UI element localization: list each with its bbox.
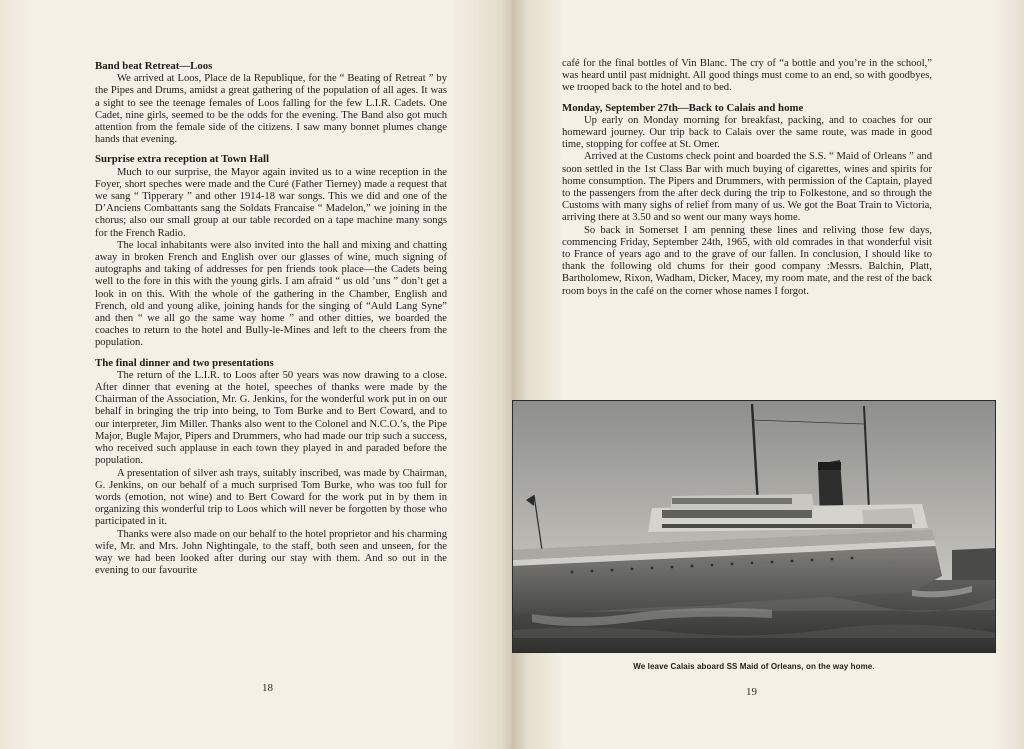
paragraph: We arrived at Loos, Place de la Republique, for the “ Beating of Retreat ” by the Pipes and Drums, amidst a great gathering of the population of all ages. It was a sight to see the teenage females of Loos falling for the few L.I.R. Cadets. One Cadet, nine girls, seemed to be the odds for the evening. The Band also got much attention from the female side of the citizens. I saw many bonnet plumes change hands that evening. <box>95 73 447 146</box>
section-heading: Band beat Retreat—Loos <box>95 60 213 72</box>
ship-photo <box>512 400 996 653</box>
paragraph: The return of the L.I.R. to Loos after 50 years was now drawing to a close. After dinner that evening at the hotel, speeches of thanks were made by the Chairman of the Association, Mr. G. Jenkins, for the wonderful work put in on our behalf in bringing the trip into being, to Tom Burke and to Bert Coward, and to our interpreter, Jim Miller. Thanks also went to the Colonel and N.C.O.’s, the Pipe Major, Bugle Major, Pipers and Drummers, who had made our trip such a success, who received such applause in each town they played in and paraded before the population. <box>95 369 447 467</box>
paragraph: Much to our surprise, the Mayor again invited us to a wine reception in the Foyer, short speches were made and the Curé (Father Tierney) made a request that we sang “ Tipperary ” and other 1914-18 war songs. This we did and one of the D’Anciens Combattants sang the Soldats Francaise “ Madelon,” we joining in the chorus; also our small group at our table recorded on a tape machine many songs for the French Radio. <box>95 166 447 239</box>
page-number: 18 <box>262 682 273 694</box>
ship-illustration <box>512 400 996 653</box>
paragraph: The local inhabitants were also invited into the hall and mixing and chatting away in broken French and English over our glasses of wine, much signing of autographs and taking of addresses for pen friends took place—the Cadets being well to the fore in this with the young girls. I am afraid “ us old ’uns ” don’t get a look in on this. With the whole of the gathering in the Chamber, English and French, old and young alike, joining hands for the singing of “Auld Lang Syne” and then “ we all go the same way home ” and other ditties, we boarded the coaches to return to the hotel and Bully-le-Mines and left to the cheers from the population. <box>95 239 447 349</box>
paragraph: A presentation of silver ash trays, suitably inscribed, was made by Chairman, G. Jenkins, on our behalf of a much surprised Tom Burke, who was too full for words (emotion, not wine) and to Bert Coward for the work put in by them in organizing this wonderful trip to Loos which will never be forgotten by those who participated in it. <box>95 467 447 528</box>
right-page-text <box>562 58 932 298</box>
paragraph: So back in Somerset I am penning these lines and reliving those few days, commencing Friday, September 24th, 1965, with old comrades in that wonderful visit to France of years ago and to the grave of our fallen. In conclusion, I should like to thank the following old chums for their good company :Messrs. Balchin, Platt, Bartholomew, Rixon, Wadham, Dicker, Macey, my room mate, and the rest of the back room boys in the café on the corner whose names I forgot. <box>562 224 932 297</box>
section-heading: Monday, September 27th—Back to Calais and home <box>562 101 804 114</box>
right-page <box>512 0 1024 749</box>
left-page-text <box>95 60 447 577</box>
section-heading: Surprise extra reception at Town Hall <box>95 153 270 166</box>
paragraph-continuation: café for the final bottles of Vin Blanc. The cry of “a bottle and you’re in the school,” was heard until past midnight. All good things must come to an end, so with goodbyes, we trooped back to the hotel and to bed. <box>562 58 932 94</box>
photo-caption: We leave Calais aboard SS Maid of Orleans, on the way home. <box>633 662 875 671</box>
page-number: 19 <box>746 686 757 698</box>
section-heading: The final dinner and two presentations <box>95 356 274 369</box>
paragraph: Thanks were also made on our behalf to the hotel proprietor and his charming wife, Mr. and Mrs. John Nightingale, to the staff, both seen and unseen, for the way we had been looked after during our stay with them. And so out in the evening to our favourite <box>95 528 447 577</box>
paragraph: Up early on Monday morning for breakfast, packing, and to coaches for our homeward journey. Our trip back to Calais over the same route, was made in good time, stopping for coffee at St. Omer. <box>562 114 932 151</box>
paragraph: Arrived at the Customs check point and boarded the S.S. “ Maid of Orleans ” and soon settled in the 1st Class Bar with much buying of cigarettes, wines and spirits for home consumption. The Pipers and Drummers, with permission of the Captain, played to the passengers from the after deck during the trip to Folkestone, and so through the Customs with many sighs of relief from many of us. We got the Boat Train to Victoria, arriving there at 3.50 and so went our many ways home. <box>562 151 932 224</box>
